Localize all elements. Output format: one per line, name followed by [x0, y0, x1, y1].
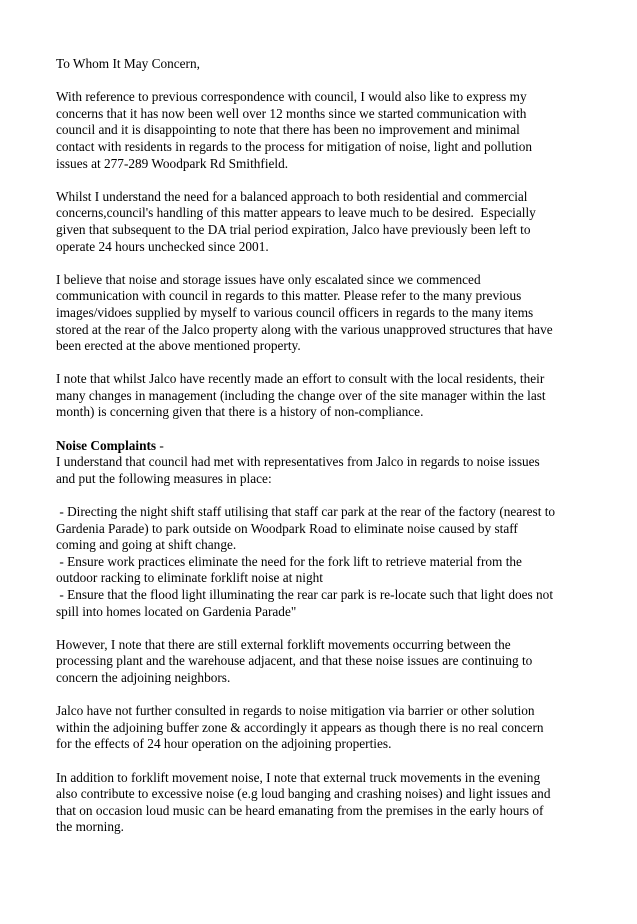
paragraph-line: With reference to previous correspondence with council, I would also like to express my [56, 89, 527, 105]
paragraph-line: given that subsequent to the DA trial period expiration, Jalco have previously been left to [56, 221, 531, 237]
letter-body [56, 56, 586, 853]
paragraph-line: In addition to forklift movement noise, I note that external truck movements in the evening [56, 769, 541, 785]
paragraph-line: concerns,council's handling of this matter appears to leave much to be desired. Especially [56, 205, 536, 221]
paragraph-line: operate 24 hours unchecked since 2001. [56, 238, 269, 254]
paragraph-forklift-movements [56, 637, 586, 687]
measure-line: coming and going at shift change. [56, 537, 237, 553]
paragraph-line: council and it is disappointing to note that there has been no improvement and minimal [56, 122, 520, 138]
salutation-line: To Whom It May Concern, [56, 56, 200, 71]
paragraph-line: stored at the rear of the Jalco property along with the various unapproved structures that have [56, 321, 553, 337]
paragraph-line: images/vidoes supplied by myself to various council officers in regards to the many items [56, 304, 534, 320]
measure-line: outdoor racking to eliminate forklift noise at night [56, 570, 323, 586]
paragraph-line: the morning. [56, 819, 124, 835]
paragraph-line: I understand that council had met with representatives from Jalco in regards to noise issues [56, 454, 540, 470]
salutation [56, 56, 586, 73]
measure-line: Gardenia Parade) to park outside on Woodpark Road to eliminate noise caused by staff [56, 520, 518, 536]
paragraph-line: many changes in management (including the change over of the site manager within the last [56, 387, 546, 403]
paragraph-truck-movements [56, 770, 586, 836]
paragraph-line: issues at 277-289 Woodpark Rd Smithfield. [56, 155, 289, 171]
paragraph-line: that on occasion loud music can be heard emanating from the premises in the early hours of [56, 802, 544, 818]
paragraph-line: within the adjoining buffer zone & accordingly it appears as though there is no real concern [56, 719, 544, 735]
paragraph-line: processing plant and the warehouse adjacent, and that these noise issues are continuing to [56, 653, 533, 669]
paragraph-line: However, I note that there are still external forklift movements occurring between the [56, 636, 511, 652]
spacer [56, 487, 586, 504]
paragraph-line: for the effects of 24 hour operation on the adjoining properties. [56, 736, 392, 752]
paragraph-escalation [56, 272, 586, 355]
measure-line: - Directing the night shift staff utilising that staff car park at the rear of the factory (nearest to [56, 504, 556, 520]
paragraph-noise-mitigation [56, 703, 586, 753]
paragraph-balanced-approach [56, 189, 586, 255]
paragraph-line: been erected at the above mentioned property. [56, 338, 301, 354]
paragraph-line: concern the adjoining neighbors. [56, 669, 231, 685]
paragraph-management-changes [56, 371, 586, 421]
paragraph-line: also contribute to excessive noise (e.g loud banging and crashing noises) and light issues and [56, 786, 551, 802]
measure-line: - Ensure that the flood light illuminating the rear car park is re-locate such that light does not [56, 587, 554, 602]
paragraph-line: month) is concerning given that there is a history of non-compliance. [56, 404, 424, 420]
paragraph-line: and put the following measures in place: [56, 470, 272, 486]
heading-suffix: - [156, 437, 164, 453]
paragraph-correspondence [56, 89, 586, 172]
noise-complaints-heading: Noise Complaints [56, 437, 157, 453]
paragraph-line: I believe that noise and storage issues have only escalated since we commenced [56, 271, 481, 287]
noise-complaints-section [56, 438, 586, 488]
measures-list [56, 504, 586, 620]
paragraph-line: communication with council in regards to this matter. Please refer to the many previous [56, 288, 522, 304]
measure-line: - Ensure work practices eliminate the need for the fork lift to retrieve material from the [56, 553, 522, 569]
measure-line: spill into homes located on Gardenia Parade" [56, 603, 297, 619]
paragraph-line: concerns that it has now been well over 12 months since we started communication with [56, 105, 527, 121]
paragraph-line: contact with residents in regards to the process for mitigation of noise, light and pollution [56, 138, 533, 154]
section-heading-line [56, 438, 586, 455]
paragraph-line: I note that whilst Jalco have recently made an effort to consult with the local residents, their [56, 371, 545, 387]
paragraph-line: Jalco have not further consulted in regards to noise mitigation via barrier or other solution [56, 703, 535, 719]
paragraph-line: Whilst I understand the need for a balanced approach to both residential and commercial [56, 188, 528, 204]
